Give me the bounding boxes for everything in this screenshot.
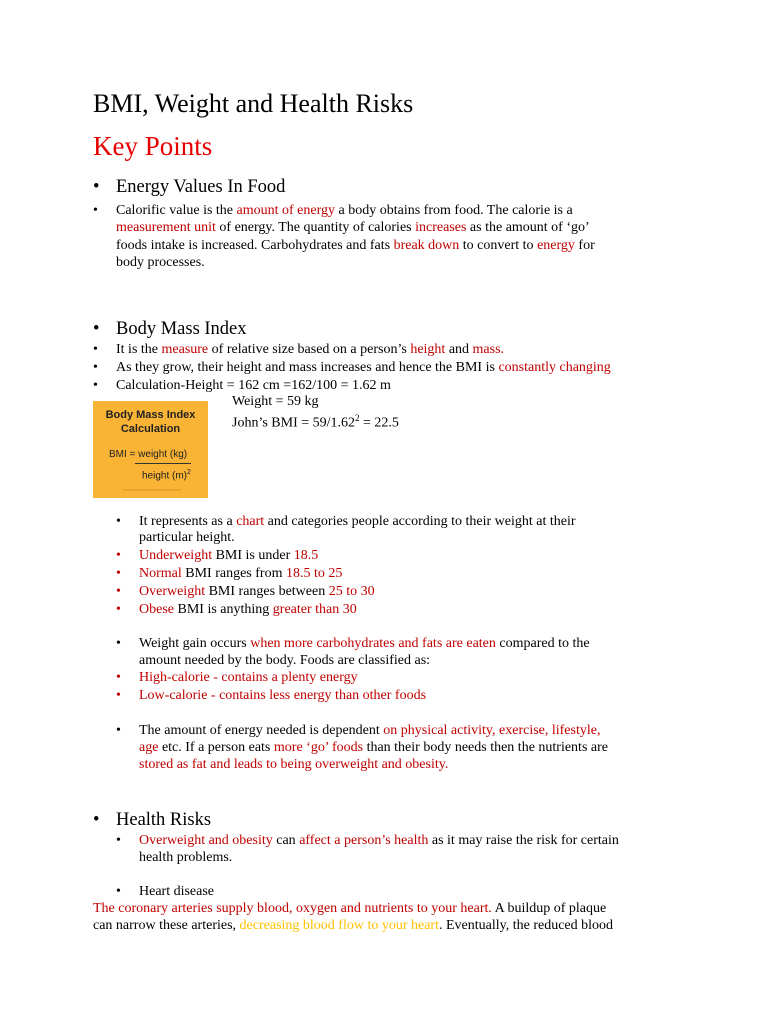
paragraph-line: body processes. <box>116 255 205 270</box>
bullet-icon: • <box>116 670 121 685</box>
bullet-icon: • <box>93 203 98 218</box>
formula-numerator: BMI = weight (kg) <box>109 449 188 460</box>
paragraph-line: measurement unit of energy. The quantity of calories increases as the amount of ‘go’ <box>116 220 590 235</box>
bullet-icon: • <box>93 319 100 339</box>
watermark <box>123 489 181 491</box>
bullet-icon: • <box>116 584 121 599</box>
bullet-icon: • <box>93 342 98 357</box>
bullet-icon: • <box>116 602 121 617</box>
document-title: BMI, Weight and Health Risks <box>93 89 414 118</box>
bullet-icon: • <box>93 378 98 393</box>
bullet-icon: • <box>93 360 98 375</box>
bullet-icon: • <box>116 884 121 899</box>
bullet-icon: • <box>116 514 121 529</box>
card-subtitle: Calculation <box>120 423 181 435</box>
bmi-formula-image <box>93 401 208 498</box>
weight-line: Weight = 59 kg <box>232 394 319 409</box>
card-title: Body Mass Index <box>105 409 196 421</box>
paragraph-line: foods intake is increased. Carbohydrates and fats break down to convert to energy for <box>116 238 595 253</box>
key-points-heading: Key Points <box>93 131 213 161</box>
bullet-icon: • <box>116 723 121 738</box>
paragraph-line: can narrow these arteries, decreasing blood flow to your heart. Eventually, the reduced blood <box>93 918 614 933</box>
paragraph-line: age etc. If a person eats more ‘go’ foods than their body needs then the nutrients are <box>139 740 608 755</box>
bullet-icon: • <box>116 636 121 651</box>
bullet-icon: • <box>116 566 121 581</box>
paragraph-line: particular height. <box>139 530 235 545</box>
bullet-icon: • <box>93 177 100 197</box>
paragraph-line: stored as fat and leads to being overweight and obesity. <box>139 757 449 772</box>
bullet-icon: • <box>116 688 121 703</box>
bullet-icon: • <box>93 810 100 830</box>
paragraph-line: The coronary arteries supply blood, oxygen and nutrients to your heart. A buildup of plaque <box>93 901 607 916</box>
fraction-bar <box>135 463 191 464</box>
bullet-icon: • <box>116 833 121 848</box>
bmi-result-line: John’s BMI = $59/1.62^2 = 22.5$ <box>232 413 399 431</box>
bullet-icon: • <box>116 548 121 563</box>
paragraph-line: amount needed by the body. Foods are classified as: <box>139 653 431 668</box>
paragraph-line: health problems. <box>139 850 233 865</box>
formula-denominator: height $(m)^2$ <box>142 469 191 482</box>
